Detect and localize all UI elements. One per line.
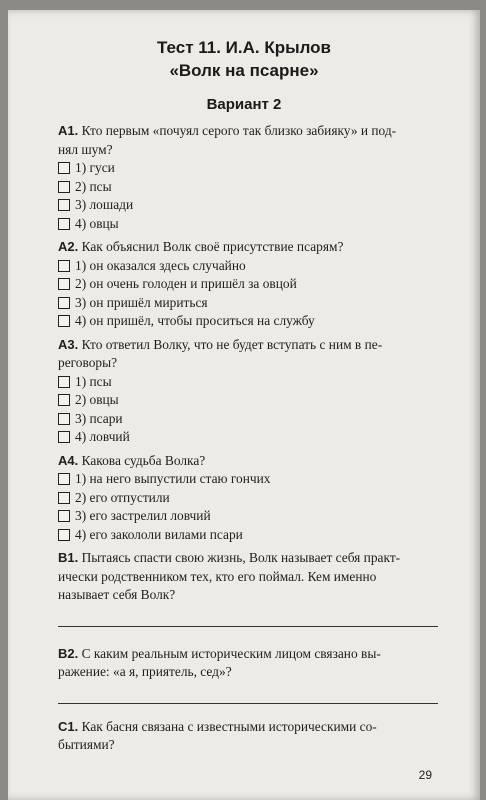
question-text: ически родственником тех, кто его поймал. Кем именно [58, 568, 377, 584]
answer-option[interactable] [58, 294, 453, 313]
variant-heading: Вариант 2 [206, 96, 282, 113]
question-text: реговоры? [58, 355, 118, 370]
answer-label: 4) он пришёл, чтобы проситься на службу [75, 313, 315, 328]
answer-checkbox[interactable] [58, 315, 70, 327]
question-b2 [58, 645, 453, 704]
answer-checkbox[interactable] [58, 297, 70, 309]
answer-label: 1) на него выпустили стаю гончих [75, 471, 271, 486]
answer-option[interactable] [58, 410, 453, 429]
question-text: нял шум? [58, 141, 113, 157]
answer-label: 2) он очень голоден и пришёл за овцой [75, 276, 297, 291]
answer-checkbox[interactable] [58, 431, 70, 443]
answer-option[interactable] [58, 215, 453, 234]
question-b1 [58, 549, 453, 627]
question-text: называет себя Волк? [58, 587, 176, 602]
page-number: 29 [418, 768, 432, 782]
answer-option[interactable] [58, 196, 453, 215]
question-a1 [58, 122, 453, 233]
answer-label: 4) его закололи вилами псари [75, 526, 243, 542]
question-c1 [58, 718, 453, 755]
question-number: А3. [58, 336, 79, 352]
answer-label: 2) овцы [75, 392, 119, 407]
question-text: Кто ответил Волку, что не будет вступать с ним в пе- [81, 336, 383, 352]
question-text: Как басня связана с известными историческими со- [81, 718, 377, 734]
answer-checkbox[interactable] [58, 181, 70, 193]
answer-label: 3) его застрелил ловчий [75, 508, 211, 523]
answer-label: 4) ловчий [75, 429, 130, 444]
question-number: А4. [58, 452, 79, 468]
answer-label: 1) он оказался здесь случайно [75, 257, 246, 273]
answer-checkbox[interactable] [58, 394, 70, 406]
answer-checkbox[interactable] [58, 162, 70, 174]
fable-title: «Волк на псарне» [169, 61, 319, 80]
question-number: С1. [58, 718, 79, 734]
question-text: С каким реальным историческим лицом связано вы- [81, 645, 381, 661]
answer-checkbox[interactable] [58, 218, 70, 230]
questions-area [58, 122, 453, 755]
question-text: Кто первым «почуял серого так близко забияку» и под- [81, 123, 397, 138]
question-number: В2. [58, 645, 79, 661]
question-text: Какова судьба Волка? [81, 452, 206, 468]
answer-checkbox[interactable] [58, 376, 70, 388]
question-number: А1. [58, 123, 79, 138]
answer-label: 4) овцы [75, 215, 119, 231]
answer-checkbox[interactable] [58, 529, 70, 541]
question-text: ражение: «а я, приятель, сед»? [58, 664, 232, 679]
answer-label: 1) псы [75, 373, 112, 389]
question-number: В1. [58, 550, 79, 565]
answer-checkbox[interactable] [58, 510, 70, 522]
answer-label: 3) псари [75, 410, 123, 426]
answer-label: 2) его отпустили [75, 489, 170, 505]
answer-checkbox[interactable] [58, 473, 70, 485]
answer-option[interactable] [58, 159, 453, 178]
question-a4 [58, 452, 453, 545]
test-title: Тест 11. И.А. Крылов [156, 38, 332, 57]
answer-checkbox[interactable] [58, 413, 70, 425]
book-page [8, 10, 480, 800]
answer-option[interactable] [58, 257, 453, 276]
answer-option[interactable] [58, 178, 453, 197]
question-number: А2. [58, 239, 79, 254]
question-a3 [58, 336, 453, 447]
answer-checkbox[interactable] [58, 199, 70, 211]
answer-option[interactable] [58, 507, 453, 526]
answer-option[interactable] [58, 312, 453, 331]
answer-option[interactable] [58, 391, 453, 410]
question-text: бытиями? [58, 737, 115, 752]
answer-checkbox[interactable] [58, 278, 70, 290]
question-text: Пытаясь спасти свою жизнь, Волк называет себя практ- [81, 550, 401, 565]
question-a2 [58, 238, 453, 331]
answer-checkbox[interactable] [58, 492, 70, 504]
answer-option[interactable] [58, 275, 453, 294]
answer-option[interactable] [58, 489, 453, 508]
answer-option[interactable] [58, 373, 453, 392]
answer-label: 2) псы [75, 178, 112, 194]
question-text: Как объяснил Волк своё присутствие псарям? [81, 239, 344, 254]
answer-checkbox[interactable] [58, 260, 70, 272]
answer-label: 1) гуси [75, 160, 115, 175]
answer-label: 3) лошади [75, 197, 134, 212]
answer-option[interactable] [58, 526, 453, 545]
answer-label: 3) он пришёл мириться [75, 294, 208, 310]
answer-option[interactable] [58, 428, 453, 447]
answer-option[interactable] [58, 470, 453, 489]
